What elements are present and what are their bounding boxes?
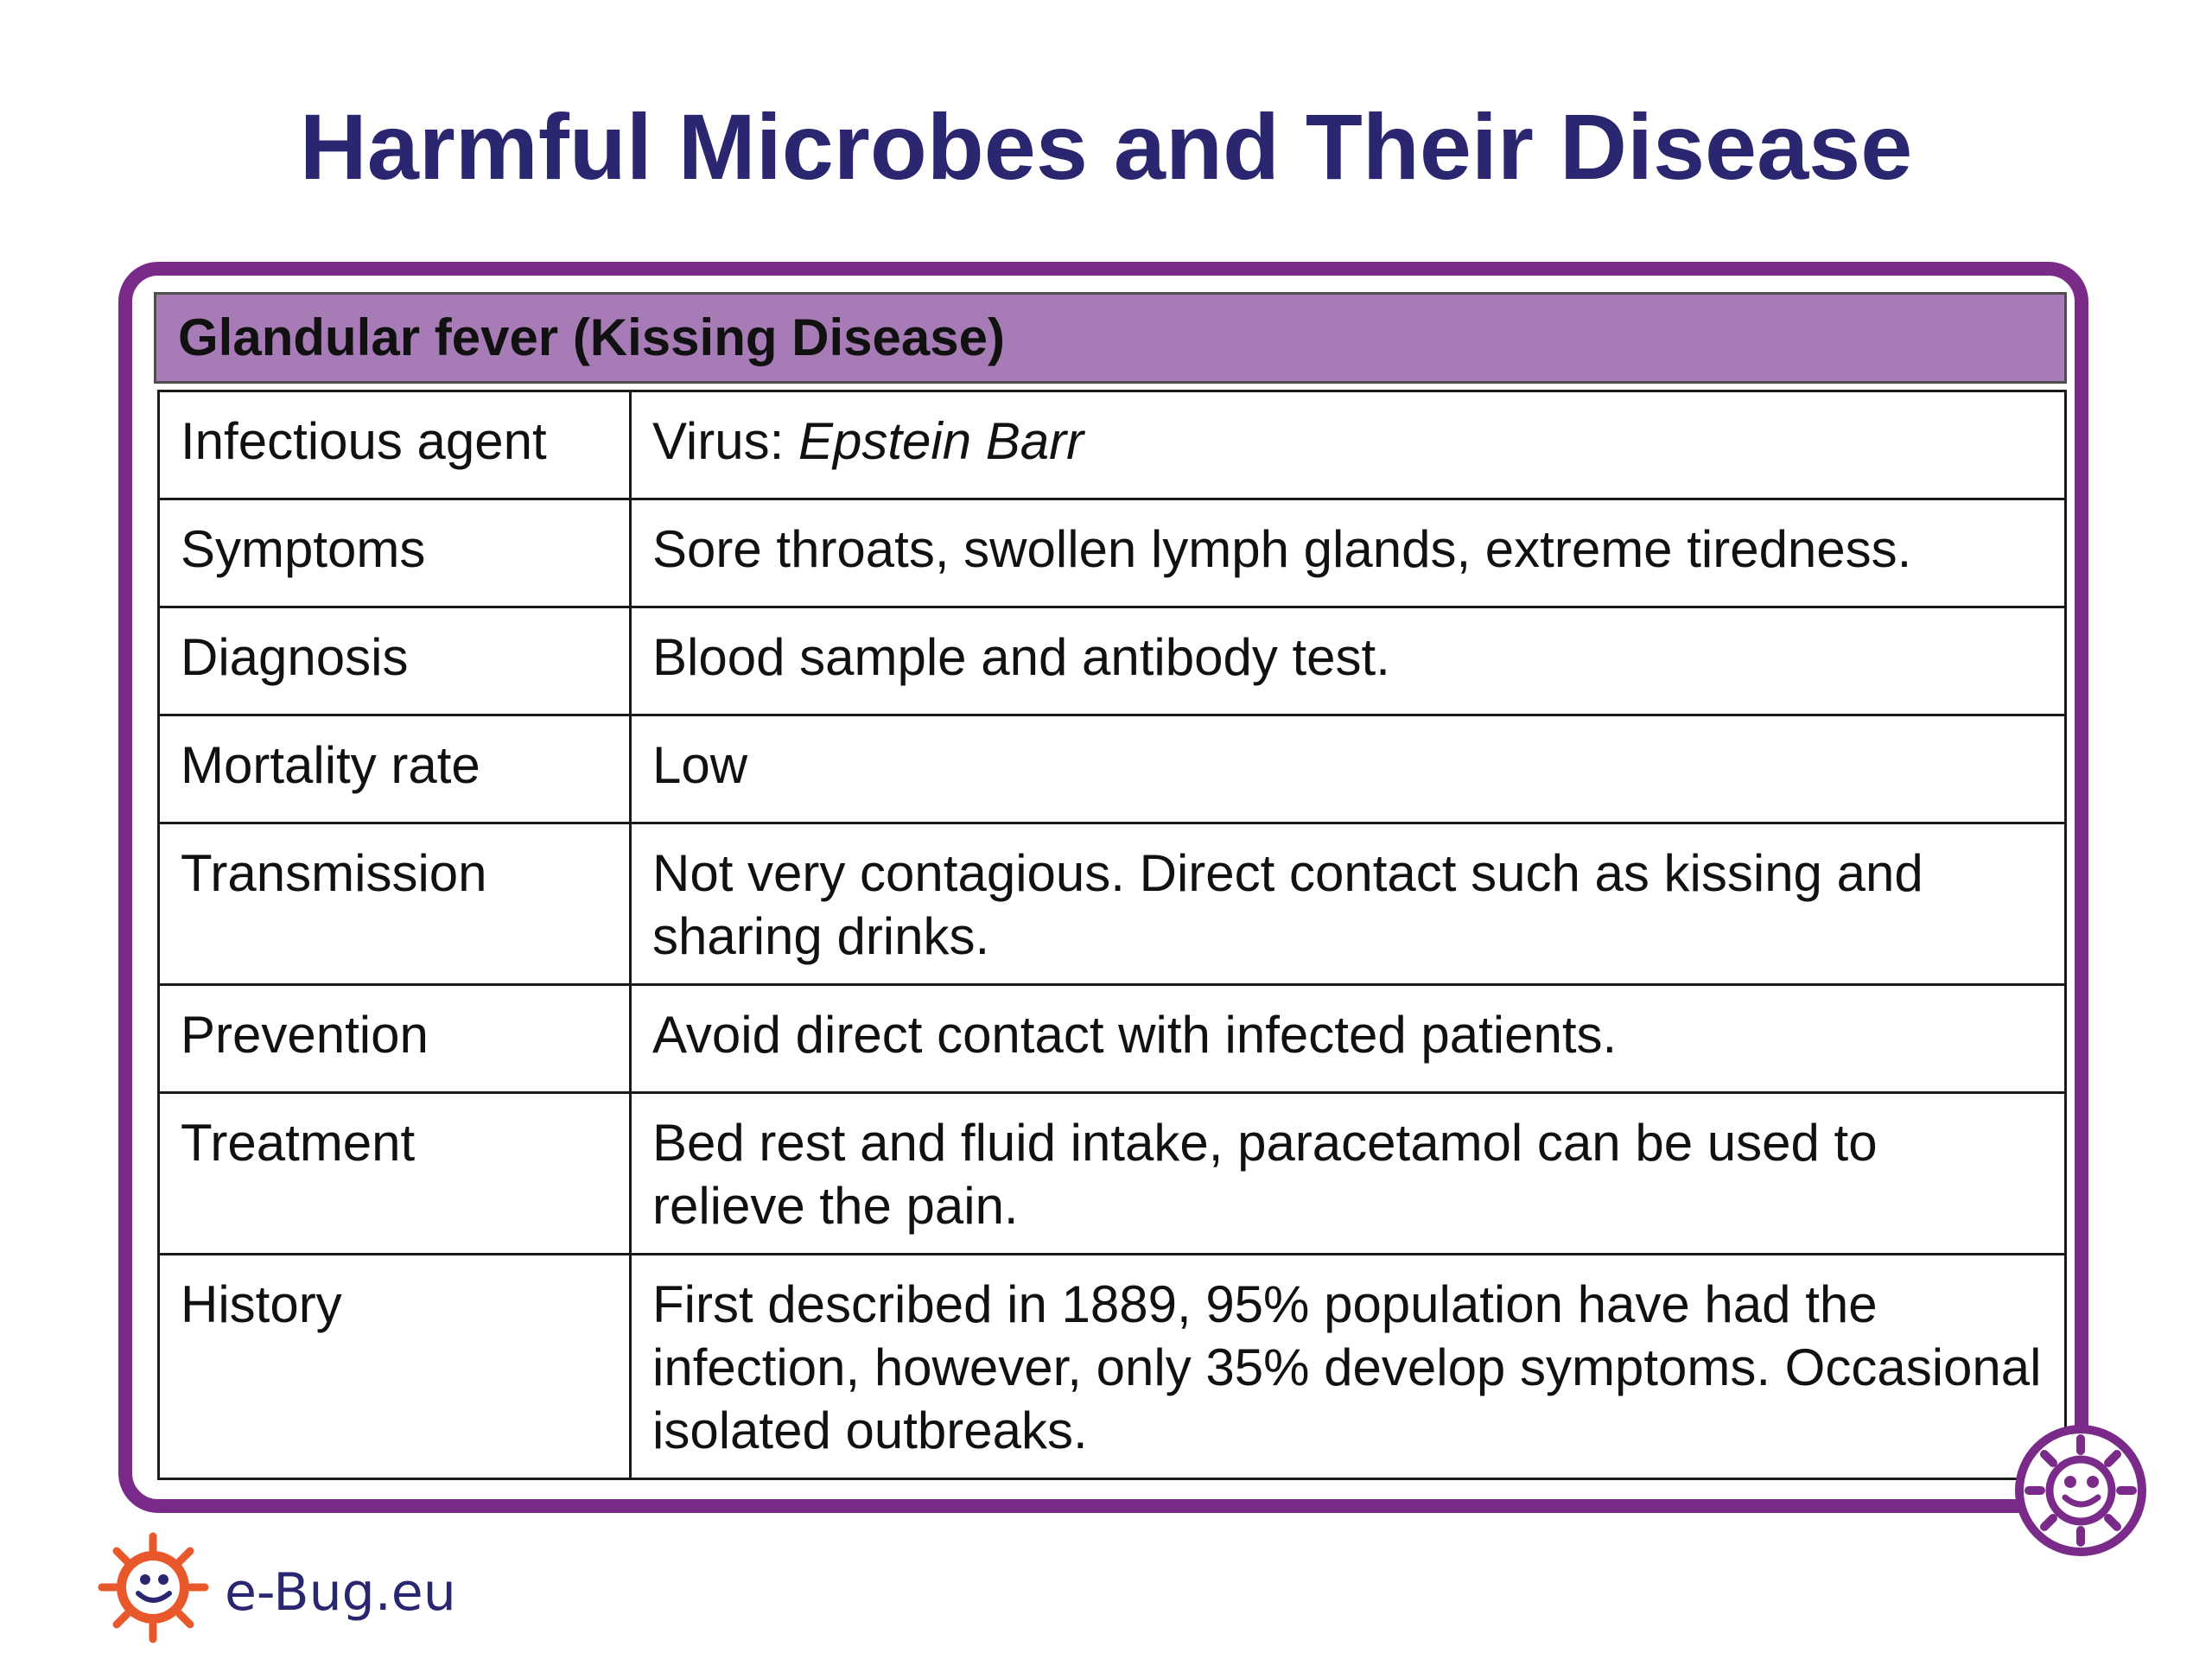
row-label: History xyxy=(159,1255,631,1479)
row-label: Diagnosis xyxy=(159,607,631,715)
disease-name-header: Glandular fever (Kissing Disease) xyxy=(154,292,2067,384)
row-value: Not very contagious. Direct contact such as kissing and sharing drinks. xyxy=(631,823,2066,985)
value-organism: Epstein Barr xyxy=(798,412,1084,470)
page-title: Harmful Microbes and Their Disease xyxy=(299,94,1913,199)
table-row-history xyxy=(159,1255,2066,1479)
value-prefix: Virus: xyxy=(652,412,798,470)
ebug-logo xyxy=(95,1529,456,1650)
ebug-logo-icon xyxy=(95,1529,212,1646)
row-value: Bed rest and fluid intake, paracetamol can be used to relieve the pain. xyxy=(631,1093,2066,1255)
disease-info-table xyxy=(157,390,2067,1480)
row-value: First described in 1889, 95% population have had the infection, however, only 35% develop symptoms. Occasional isolated outbreaks. xyxy=(631,1255,2066,1479)
table-row-infectious-agent xyxy=(159,391,2066,499)
row-value: Low xyxy=(631,715,2066,823)
row-label: Mortality rate xyxy=(159,715,631,823)
table-row-symptoms xyxy=(159,499,2066,607)
ebug-mascot-icon xyxy=(2012,1421,2150,1560)
row-label: Infectious agent xyxy=(159,391,631,499)
row-label: Prevention xyxy=(159,985,631,1093)
row-value: Blood sample and antibody test. xyxy=(631,607,2066,715)
table-row-treatment xyxy=(159,1093,2066,1255)
row-label: Treatment xyxy=(159,1093,631,1255)
row-value xyxy=(631,391,2066,499)
table-row-mortality-rate xyxy=(159,715,2066,823)
table-row-diagnosis xyxy=(159,607,2066,715)
row-value: Sore throats, swollen lymph glands, extreme tiredness. xyxy=(631,499,2066,607)
table-row-prevention xyxy=(159,985,2066,1093)
table-row-transmission xyxy=(159,823,2066,985)
row-value: Avoid direct contact with infected patients. xyxy=(631,985,2066,1093)
logo-text: e-Bug.eu xyxy=(225,1562,456,1623)
row-label: Symptoms xyxy=(159,499,631,607)
row-label: Transmission xyxy=(159,823,631,985)
